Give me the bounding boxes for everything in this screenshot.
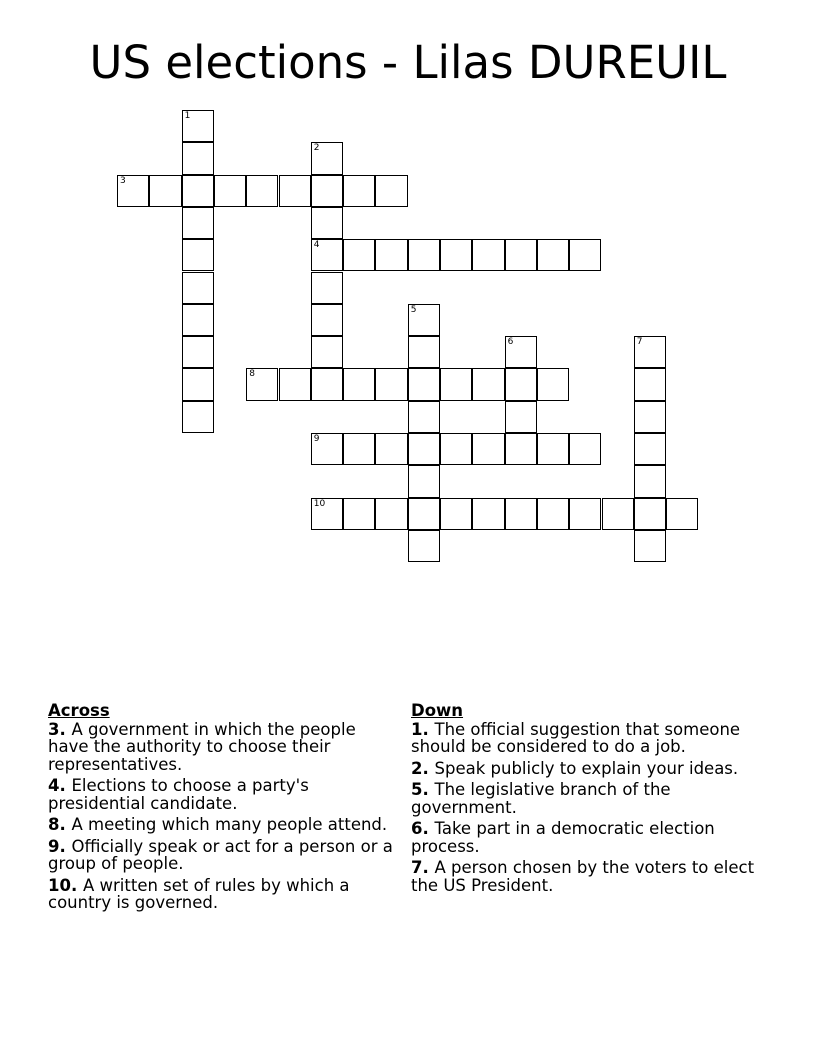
grid-cell[interactable] <box>408 304 440 336</box>
grid-cell[interactable] <box>311 207 343 239</box>
grid-cell[interactable] <box>182 142 214 174</box>
clue-number-label: 8. <box>48 815 72 834</box>
grid-cell[interactable] <box>634 465 666 497</box>
grid-cell[interactable] <box>472 239 504 271</box>
grid-cell[interactable] <box>182 336 214 368</box>
grid-cell[interactable] <box>343 498 375 530</box>
grid-cell[interactable] <box>666 498 698 530</box>
grid-cell[interactable] <box>182 207 214 239</box>
grid-cell[interactable] <box>408 530 440 562</box>
grid-cell[interactable] <box>311 336 343 368</box>
grid-cell[interactable] <box>472 498 504 530</box>
clue-3-across <box>48 721 398 774</box>
grid-cell[interactable] <box>537 239 569 271</box>
grid-cell[interactable] <box>408 239 440 271</box>
clue-5-down <box>411 781 761 816</box>
grid-cell[interactable] <box>408 368 440 400</box>
clue-number-label: 3. <box>48 719 72 739</box>
grid-cell[interactable] <box>408 498 440 530</box>
clue-text: The official suggestion that someone should be considered to do a job. <box>411 719 741 756</box>
grid-cell[interactable] <box>505 433 537 465</box>
grid-cell[interactable] <box>634 336 666 368</box>
clue-number-label: 6. <box>411 819 435 838</box>
across-clues <box>48 702 398 916</box>
grid-cell[interactable] <box>602 498 634 530</box>
grid-cell[interactable] <box>505 401 537 433</box>
grid-cell[interactable] <box>149 175 181 207</box>
grid-cell[interactable] <box>246 368 278 400</box>
clue-number: 8 <box>249 369 255 380</box>
grid-cell[interactable] <box>117 175 149 207</box>
grid-cell[interactable] <box>634 530 666 562</box>
clue-number-label: 2. <box>411 758 435 778</box>
across-heading: Across <box>48 701 110 720</box>
grid-cell[interactable] <box>537 498 569 530</box>
clue-number: 9 <box>313 434 320 444</box>
clue-number: 7 <box>636 337 643 348</box>
clue-8-across <box>48 816 398 834</box>
grid-cell[interactable] <box>408 401 440 433</box>
grid-cell[interactable] <box>214 175 246 207</box>
grid-cell[interactable] <box>440 239 472 271</box>
grid-cell[interactable] <box>375 175 407 207</box>
clue-text: The legislative branch of the government. <box>411 780 671 817</box>
grid-cell[interactable] <box>634 498 666 530</box>
clue-text: A written set of rules by which a country is governed. <box>48 875 350 912</box>
grid-cell[interactable] <box>311 272 343 304</box>
grid-cell[interactable] <box>279 175 311 207</box>
clue-number-label: 10. <box>48 875 83 895</box>
clue-number: 10 <box>313 498 326 509</box>
clue-number: 6 <box>507 337 514 348</box>
grid-cell[interactable] <box>375 239 407 271</box>
grid-cell[interactable] <box>375 368 407 400</box>
grid-cell[interactable] <box>343 433 375 465</box>
grid-cell[interactable] <box>537 433 569 465</box>
grid-cell[interactable] <box>440 498 472 530</box>
clue-number: 4 <box>313 240 320 251</box>
clue-1-down <box>411 721 761 756</box>
grid-cell[interactable] <box>343 239 375 271</box>
grid-cell[interactable] <box>569 433 601 465</box>
grid-cell[interactable] <box>634 433 666 465</box>
grid-cell[interactable] <box>311 142 343 174</box>
grid-cell[interactable] <box>311 433 343 465</box>
grid-cell[interactable] <box>537 368 569 400</box>
grid-cell[interactable] <box>408 336 440 368</box>
clue-7-down <box>411 859 761 894</box>
clue-number-label: 4. <box>48 776 72 795</box>
grid-cell[interactable] <box>182 368 214 400</box>
grid-cell[interactable] <box>408 465 440 497</box>
grid-cell[interactable] <box>375 498 407 530</box>
grid-cell[interactable] <box>440 433 472 465</box>
clue-text: A person chosen by the voters to elect the US President. <box>411 858 755 895</box>
grid-cell[interactable] <box>182 239 214 271</box>
grid-cell[interactable] <box>505 336 537 368</box>
clue-10-across <box>48 877 398 912</box>
grid-cell[interactable] <box>182 304 214 336</box>
clue-number: 2 <box>313 143 320 154</box>
grid-cell[interactable] <box>182 272 214 304</box>
clue-number-label: 9. <box>48 836 72 856</box>
clue-6-down <box>411 820 761 855</box>
clue-number-label: 1. <box>411 719 435 739</box>
grid-cell[interactable] <box>311 368 343 400</box>
grid-cell[interactable] <box>505 498 537 530</box>
grid-cell[interactable] <box>182 110 214 142</box>
grid-cell[interactable] <box>408 433 440 465</box>
clue-number: 1 <box>184 111 191 121</box>
down-clues <box>411 702 761 898</box>
clue-text: Speak publicly to explain your ideas. <box>434 758 739 778</box>
grid-cell[interactable] <box>246 175 278 207</box>
page-title: US elections - Lilas DUREUIL <box>89 36 727 89</box>
clue-4-across <box>48 777 398 812</box>
grid-cell[interactable] <box>472 433 504 465</box>
clue-number: 3 <box>120 175 126 186</box>
clue-number-label: 5. <box>411 780 435 799</box>
grid-cell[interactable] <box>343 175 375 207</box>
clue-text: A government in which the people have the authority to choose their representatives. <box>48 719 356 774</box>
grid-cell[interactable] <box>472 368 504 400</box>
grid-cell[interactable] <box>343 368 375 400</box>
clue-text: Officially speak or act for a person or a group of people. <box>48 836 393 873</box>
grid-cell[interactable] <box>311 239 343 271</box>
grid-cell[interactable] <box>505 239 537 271</box>
clue-text: Take part in a democratic election process. <box>411 819 715 856</box>
grid-cell[interactable] <box>182 175 214 207</box>
grid-cell[interactable] <box>279 368 311 400</box>
grid-cell[interactable] <box>440 368 472 400</box>
down-heading: Down <box>411 701 464 720</box>
clue-number-label: 7. <box>411 858 435 877</box>
grid-cell[interactable] <box>505 368 537 400</box>
grid-cell[interactable] <box>634 401 666 433</box>
clue-text: Elections to choose a party's presidential candidate. <box>48 776 309 813</box>
clue-9-across <box>48 838 398 873</box>
grid-cell[interactable] <box>311 175 343 207</box>
grid-cell[interactable] <box>569 239 601 271</box>
clue-2-down <box>411 760 761 778</box>
clue-number: 5 <box>410 304 417 315</box>
clue-text: A meeting which many people attend. <box>71 815 388 834</box>
grid-cell[interactable] <box>375 433 407 465</box>
grid-cell[interactable] <box>182 401 214 433</box>
grid-cell[interactable] <box>634 368 666 400</box>
grid-cell[interactable] <box>311 304 343 336</box>
grid-cell[interactable] <box>569 498 601 530</box>
grid-cell[interactable] <box>311 498 343 530</box>
